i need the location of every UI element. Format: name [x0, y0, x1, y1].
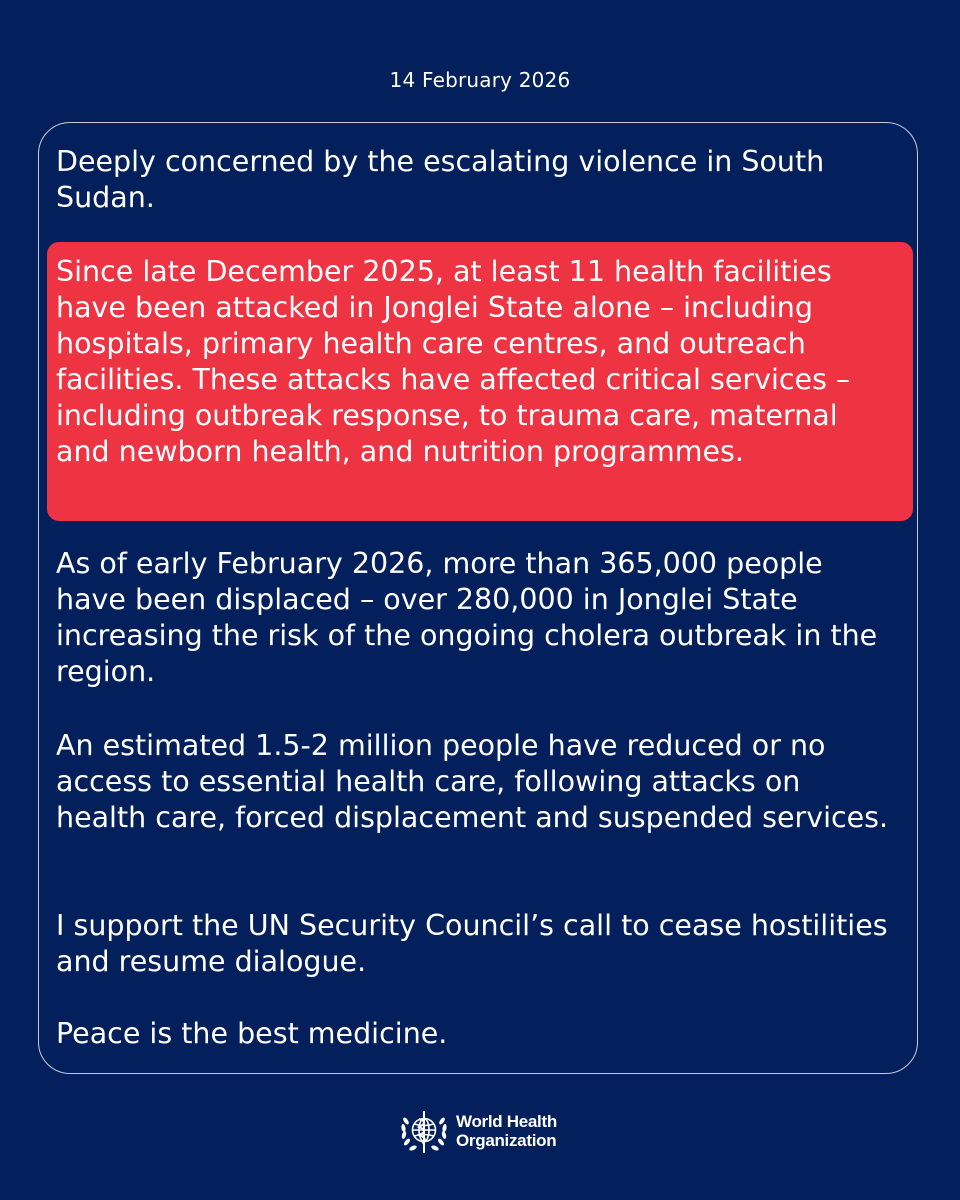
who-name	[456, 1112, 557, 1150]
who-name-line-1: World Health	[456, 1112, 557, 1131]
statement-paragraph-4: An estimated 1.5-2 million people have reduced or no access to essential health care, following attacks on health care, forced displacement and suspended services.	[56, 729, 889, 834]
post-date: 14 February 2026	[389, 68, 571, 92]
who-name-line-2: Organization	[456, 1131, 557, 1150]
who-emblem-icon	[396, 1103, 452, 1159]
statement-paragraph-3: As of early February 2026, more than 365,000 people have been displaced – over 280,000 in Jonglei State increasing the risk of the ongoing cholera outbreak in the region.	[56, 547, 878, 688]
statement-paragraph-6: Peace is the best medicine.	[56, 1017, 448, 1050]
statement-paragraph-5: I support the UN Security Council’s call to cease hostilities and resume dialogue.	[56, 909, 888, 978]
who-logo	[396, 1103, 557, 1159]
statement-paragraph-1: Deeply concerned by the escalating violence in South Sudan.	[56, 145, 825, 214]
statement-paragraph-highlighted: Since late December 2025, at least 11 health facilities have been attacked in Jonglei State alone – including hospitals, primary health care centres, and outreach facilities. These attacks have affected critical services – including outbreak response, to trauma care, maternal and newborn health, and nutrition programmes.	[56, 255, 851, 468]
